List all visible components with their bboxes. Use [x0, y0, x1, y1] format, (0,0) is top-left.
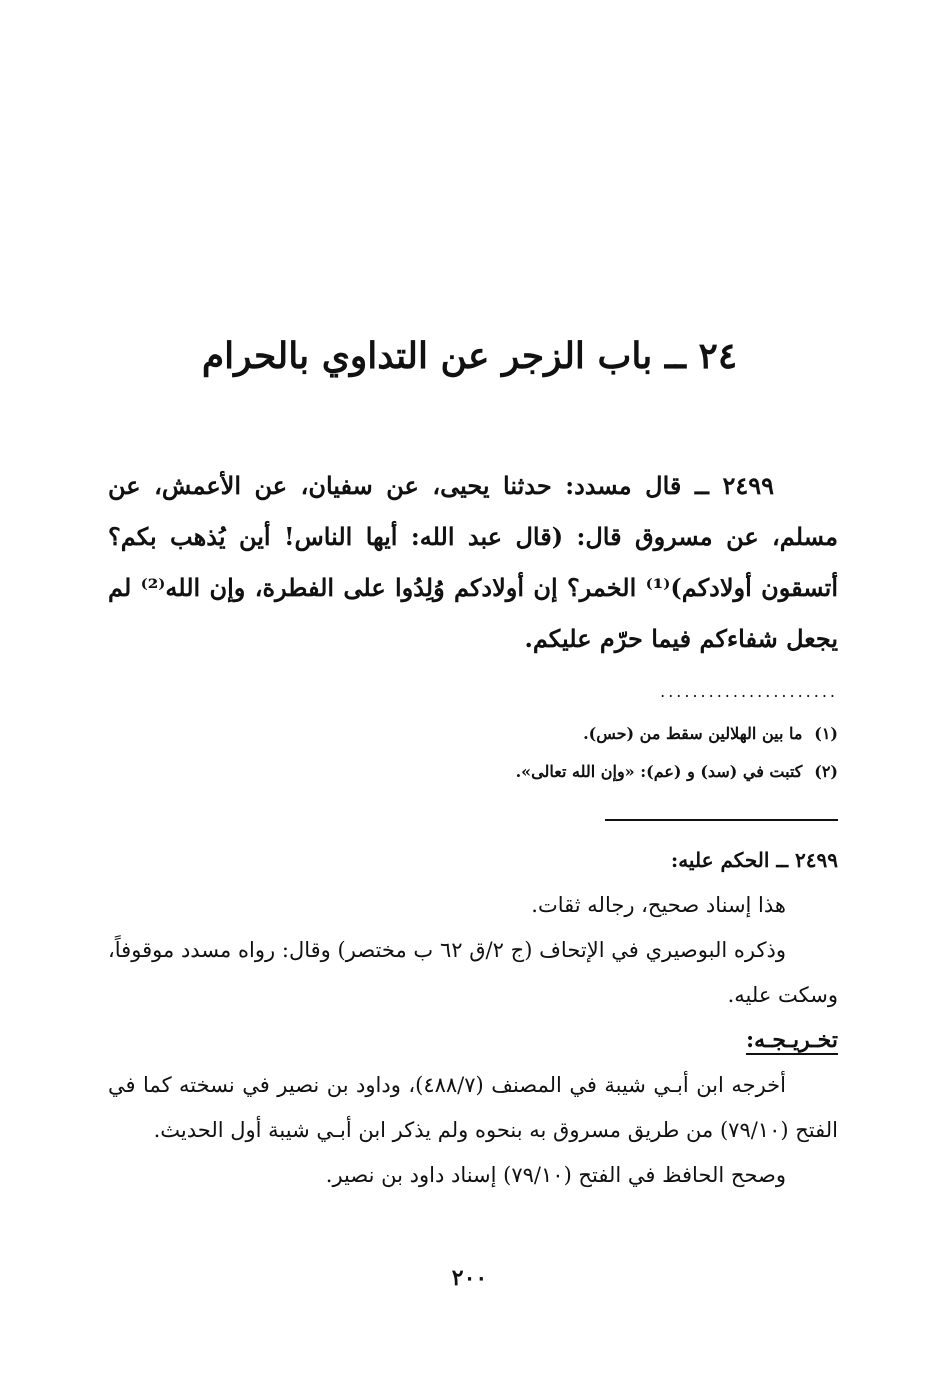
ruling-heading: ٢٤٩٩ ــ الحكم عليه: — [670, 848, 838, 872]
takhrij-text: أخرجه ابن أبـي شيبة في المصنف (٤٨٨/٧)، وداود بن نصير في نسخته كما في الفتح (٧٩/١٠) من طريق مسروق به بنحوه ولم يذكر ابن أبـي شيبة أول الحديث. — [108, 1073, 838, 1142]
footnote-separator-dots: ...................... — [660, 682, 838, 701]
ruling-section — [108, 838, 838, 1198]
chapter-title: ٢٤ ــ باب الزجر عن التداوي بالحرام — [201, 335, 738, 377]
footnote-item — [300, 715, 838, 753]
footnotes — [300, 715, 838, 791]
footnote-text: ما بين الهلالين سقط من (حس). — [583, 724, 803, 743]
hadith-text: ٢٤٩٩ ــ قال مسدد: حدثنا يحيى، عن سفيان، عن الأعمش، عن مسلم، عن مسروق قال: (قال عبد الله: أيها الناس! أين يُذهب بكم؟ أتسقون أولادكم)⁽¹⁾ الخمر؟ إن أولادكم وُلِدُوا على الفطرة، وإن الله⁽²⁾ لم يجعل شفاءكم فيما حرّم عليكم. — [108, 471, 839, 653]
footnote-text: كتبت في (سد) و (عم): «وإن الله تعالى». — [515, 762, 803, 781]
section-divider — [605, 819, 838, 821]
takhrij-last-line: وصحح الحافظ في الفتح (٧٩/١٠) إسناد داود بن نصير. — [325, 1163, 786, 1187]
footnote-item — [300, 753, 838, 791]
ruling-paragraph: وذكره البوصيري في الإتحاف (ج ٢/ق ٦٢ ب مختصر) وقال: رواه مسدد موقوفاً، وسكت عليه. — [108, 938, 838, 1007]
footnote-number: (١) — [814, 724, 838, 743]
ruling-line: هذا إسناد صحيح، رجاله ثقات. — [531, 893, 786, 917]
footnote-number: (٢) — [814, 762, 838, 781]
page-number: ٢٠٠ — [451, 1265, 488, 1291]
takhrij-heading: تخـريـجـه: — [745, 1027, 838, 1053]
hadith-text-block — [108, 460, 838, 664]
